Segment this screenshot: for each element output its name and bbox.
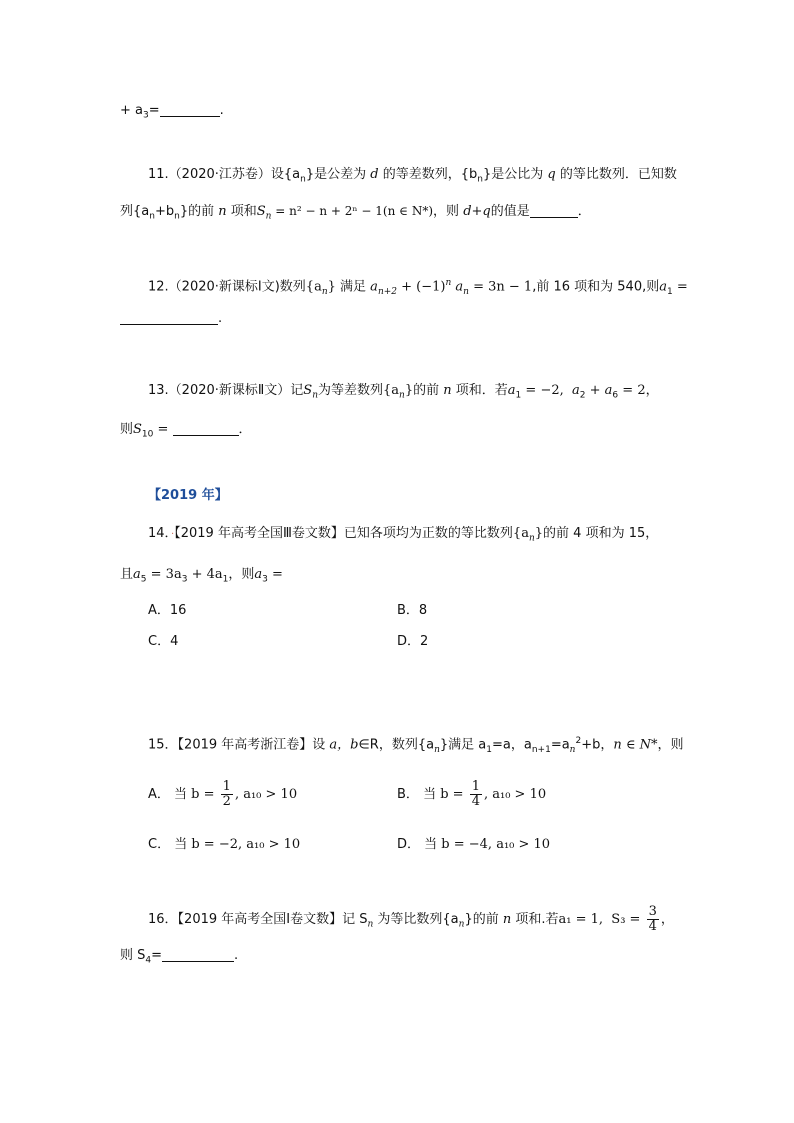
q14-option-b[interactable]: B．8	[397, 603, 428, 618]
q13-line1: 13.（2020·新课标Ⅱ文）记$S_n$为等差数列$\{a_n\}$的前 n 项和．若$a_1 = -2$, $a_2 + a_6 = 2$，	[148, 383, 659, 401]
q14-line2: 且$a_5 = 3a_3 + 4a_1$，则$a_3$ =	[120, 567, 283, 585]
q15-option-d[interactable]: D． 当 b = −4, a₁₀ > 10	[397, 837, 551, 852]
q12-line2: .	[120, 309, 222, 329]
q16-line1: 16．【2019 年高考全国Ⅰ卷文数】记 $S_n$ 为等比数列$\{a_n\}$的前 n 项和.若a₁ = 1, S₃ = $\frac{3}{4}$ ，	[148, 904, 674, 934]
q15-option-b[interactable]: B． 当 b = $\frac{1}{4}$ , a₁₀ > 10	[397, 779, 547, 809]
q11-line1: 11.（2020·江苏卷）设$\{a_n\}$是公差为 d 的等差数列，$\{b_n\}$是公比为 q 的等比数列．已知数	[148, 167, 677, 185]
q11-line2: 列$\{a_n+b_n\}$的前 n 项和$S_n = n^2 - n + 2^n - 1(n$ ∈ N*)，则 d+q的值是 ．	[120, 204, 591, 222]
answer-blank[interactable]	[120, 310, 218, 325]
q16-line2: 则 $S_4=$ .	[120, 948, 239, 966]
q14-option-c[interactable]: C．4	[148, 634, 179, 649]
q14-option-a[interactable]: A．16	[148, 603, 187, 618]
q15-option-c[interactable]: C． 当 b = −2, a₁₀ > 10	[148, 837, 301, 852]
answer-blank[interactable]	[530, 203, 578, 218]
fraction: $\frac{1}{2}$	[222, 779, 231, 809]
q15-line1: 15．【2019 年高考浙江卷】设 a，b∈R，数列$\{a_n\}$满足 $a_1=a$，$a_{n+1}=a_n^2+b$，n ∈ N*，则	[148, 736, 684, 755]
q13-line2: 则$S_{10}$ = ．	[120, 422, 252, 440]
answer-blank[interactable]	[162, 947, 234, 962]
answer-blank[interactable]	[173, 421, 239, 436]
q15-option-a[interactable]: A． 当 b = $\frac{1}{2}$ , a₁₀ > 10	[148, 779, 298, 809]
fraction: $\frac{3}{4}$	[648, 904, 657, 934]
answer-blank[interactable]	[160, 102, 220, 117]
q14-option-d[interactable]: D．2	[397, 634, 429, 649]
section-heading-2019: 【2019 年】	[148, 488, 228, 503]
fraction: $\frac{1}{4}$	[471, 779, 480, 809]
q12-line1: 12.（2020·新课标Ⅰ文)数列$\{a_n\}$ 满足 $a_{n+2} + (-1)^n$ $a_n = 3n - 1$,前 16 项和为 540,则$a_1$ =	[148, 278, 688, 297]
q14-line1: 14．·【2019 年高考全国Ⅲ卷文数】已知各项均为正数的等比数列$\{a_n\}$的前 4 项和为 15，	[148, 526, 659, 544]
q10-tail: + $a_3=$ .	[120, 103, 224, 121]
